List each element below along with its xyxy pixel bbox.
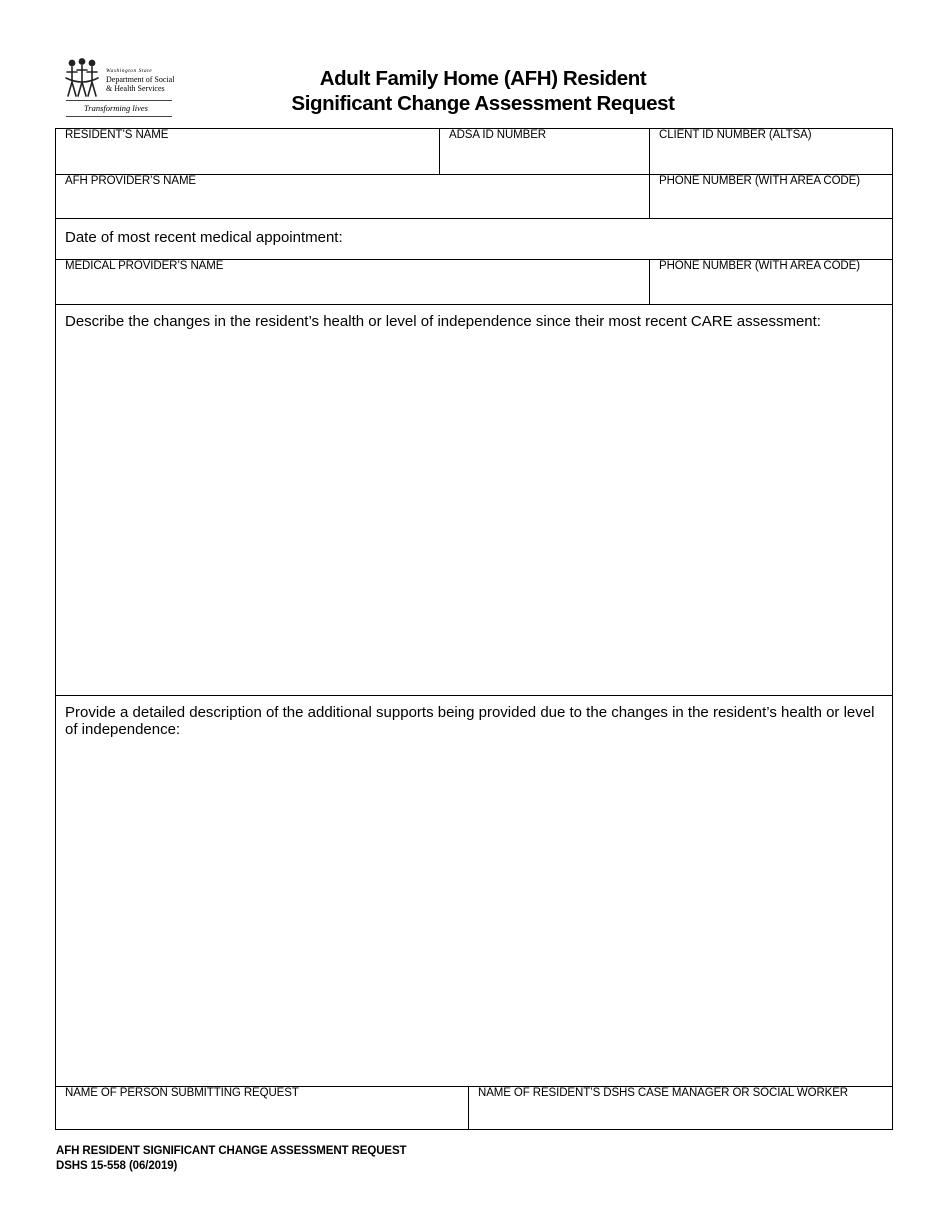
- medical-phone-label: PHONE NUMBER (WITH AREA CODE): [659, 260, 860, 272]
- logo-divider-bottom: [66, 116, 172, 117]
- medical-provider-field[interactable]: [56, 260, 649, 304]
- additional-supports-label: Provide a detailed description of the additional supports being provided due to the changes in the resident’s health or level of independence:: [65, 704, 875, 738]
- afh-provider-label: AFH PROVIDER’S NAME: [65, 175, 197, 187]
- form-title-line2: Significant Change Assessment Request: [291, 92, 675, 115]
- adsa-id-label: ADSA ID NUMBER: [449, 129, 547, 141]
- client-id-label: CLIENT ID NUMBER (ALTSA): [659, 129, 812, 141]
- form-title: [230, 66, 736, 116]
- footer-form-title: AFH RESIDENT SIGNIFICANT CHANGE ASSESSMENT REQUEST: [56, 1145, 407, 1157]
- dshs-figures-icon: [64, 58, 104, 100]
- residents-name-field[interactable]: [56, 129, 439, 174]
- medical-provider-label: MEDICAL PROVIDER’S NAME: [65, 260, 224, 272]
- changes-description-label: Describe the changes in the resident’s health or level of independence since their most recent CARE assessment:: [65, 313, 821, 330]
- residents-name-label: RESIDENT’S NAME: [65, 129, 169, 141]
- logo-tagline: Transforming lives: [84, 103, 148, 113]
- case-manager-label: NAME OF RESIDENT’S DSHS CASE MANAGER OR SOCIAL WORKER: [478, 1087, 848, 1099]
- logo-org-line2: & Health Services: [106, 84, 165, 93]
- form-title-line1: Adult Family Home (AFH) Resident: [319, 67, 647, 90]
- footer-form-number: DSHS 15-558 (06/2019): [56, 1159, 178, 1172]
- form-footer: [56, 1144, 406, 1173]
- medical-appointment-label: Date of most recent medical appointment:: [65, 229, 343, 246]
- person-submitting-field[interactable]: [56, 1087, 468, 1129]
- additional-supports-field[interactable]: [56, 696, 892, 1086]
- medical-appointment-field[interactable]: [56, 219, 892, 259]
- medical-phone-field[interactable]: [650, 260, 892, 304]
- logo-state-text: Washington State: [106, 68, 153, 74]
- assessment-form: [55, 128, 893, 1130]
- logo-org-line1: Department of Social: [106, 75, 175, 84]
- dshs-logo: [62, 58, 174, 120]
- logo-divider: [66, 100, 172, 101]
- adsa-id-field[interactable]: [440, 129, 649, 174]
- case-manager-field[interactable]: [469, 1087, 892, 1129]
- afh-provider-field[interactable]: [56, 175, 649, 218]
- person-submitting-label: NAME OF PERSON SUBMITTING REQUEST: [65, 1087, 299, 1099]
- client-id-field[interactable]: [650, 129, 892, 174]
- provider-phone-label: PHONE NUMBER (WITH AREA CODE): [659, 175, 860, 187]
- logo-org-text: [106, 75, 174, 93]
- provider-phone-field[interactable]: [650, 175, 892, 218]
- changes-description-field[interactable]: [56, 305, 892, 695]
